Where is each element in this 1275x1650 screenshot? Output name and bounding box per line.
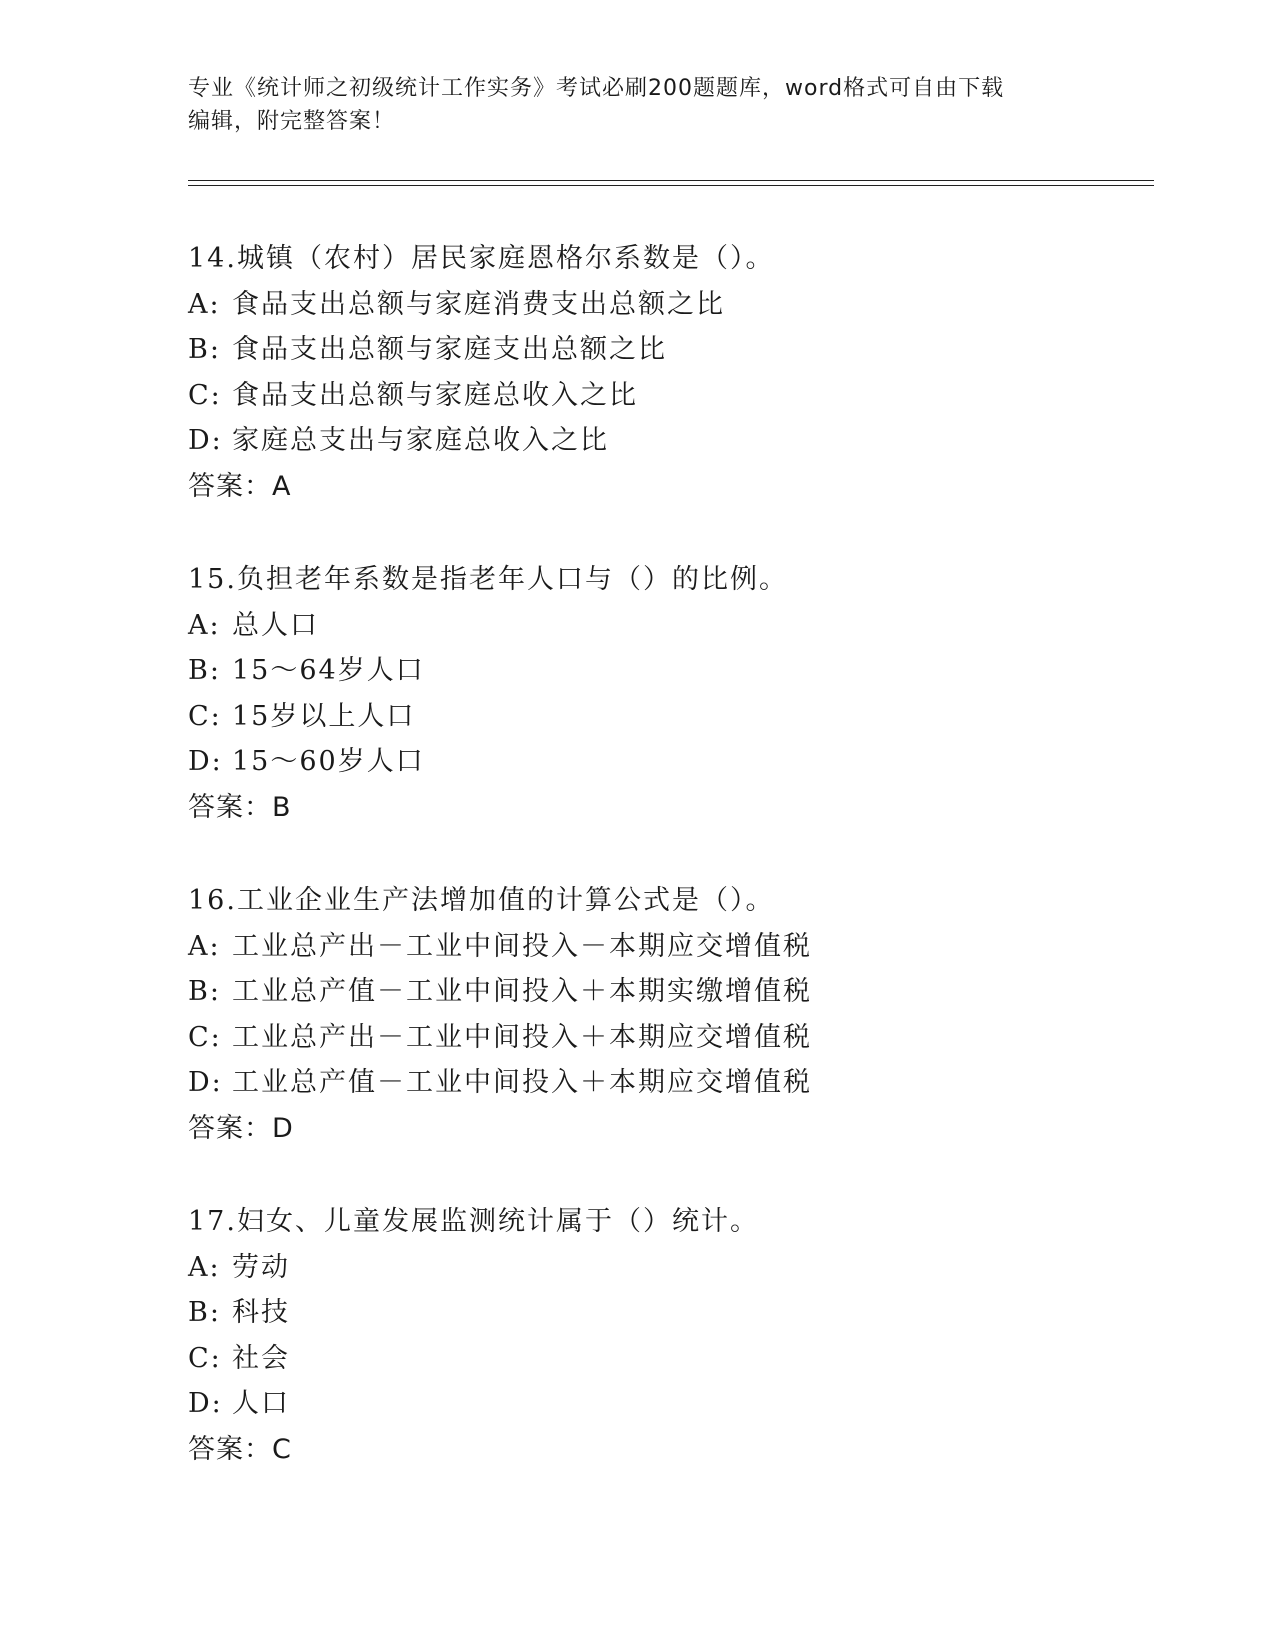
option-b bbox=[188, 1290, 1148, 1336]
option-c bbox=[188, 1015, 1148, 1061]
option-b bbox=[188, 648, 1148, 694]
option-letter: A: bbox=[188, 1251, 221, 1283]
question-list bbox=[188, 236, 1148, 1520]
option-d bbox=[188, 1381, 1148, 1427]
header-divider-top bbox=[188, 180, 1154, 181]
option-letter: C: bbox=[188, 1021, 222, 1053]
option-letter: A: bbox=[188, 930, 221, 962]
question-17 bbox=[188, 1199, 1148, 1520]
option-d bbox=[188, 418, 1148, 464]
option-a bbox=[188, 603, 1148, 649]
question-stem: 16.工业企业生产法增加值的计算公式是（）。 bbox=[188, 885, 775, 916]
option-a bbox=[188, 282, 1148, 328]
option-text: 家庭总支出与家庭总收入之比 bbox=[232, 425, 609, 457]
header-line-1: 专业《统计师之初级统计工作实务》考试必刷200题题库，word格式可自由下载 bbox=[188, 76, 1005, 101]
document-header bbox=[188, 72, 1088, 138]
option-d bbox=[188, 739, 1148, 785]
option-text: 总人口 bbox=[232, 609, 319, 641]
option-text: 社会 bbox=[232, 1342, 290, 1374]
question-stem: 15.负担老年系数是指老年人口与（）的比例。 bbox=[188, 564, 788, 595]
option-c bbox=[188, 373, 1148, 419]
option-letter: A: bbox=[188, 609, 221, 641]
option-b bbox=[188, 969, 1148, 1015]
option-a bbox=[188, 924, 1148, 970]
answer-label: 答案：C bbox=[188, 1433, 292, 1465]
option-letter: D: bbox=[188, 746, 223, 778]
option-text: 15～60岁人口 bbox=[232, 746, 425, 778]
question-16 bbox=[188, 878, 1148, 1199]
header-divider-bottom bbox=[188, 185, 1154, 186]
question-14 bbox=[188, 236, 1148, 557]
option-letter: C: bbox=[188, 379, 222, 411]
option-text: 工业总产出－工业中间投入＋本期应交增值税 bbox=[232, 1021, 812, 1053]
option-letter: D: bbox=[188, 425, 223, 457]
option-letter: D: bbox=[188, 1067, 223, 1099]
header-line-2: 编辑，附完整答案！ bbox=[188, 109, 396, 134]
option-text: 15岁以上人口 bbox=[232, 700, 416, 732]
option-letter: A: bbox=[188, 288, 221, 320]
option-letter: C: bbox=[188, 700, 222, 732]
option-text: 科技 bbox=[232, 1297, 290, 1329]
answer-label: 答案：A bbox=[188, 470, 292, 502]
option-c bbox=[188, 1336, 1148, 1382]
option-letter: B: bbox=[188, 1297, 221, 1329]
option-text: 食品支出总额与家庭支出总额之比 bbox=[232, 334, 667, 366]
option-text: 劳动 bbox=[232, 1251, 290, 1283]
question-stem: 17.妇女、儿童发展监测统计属于（）统计。 bbox=[188, 1206, 759, 1237]
answer-label: 答案：B bbox=[188, 791, 292, 823]
option-letter: C: bbox=[188, 1342, 222, 1374]
option-text: 工业总产值－工业中间投入＋本期应交增值税 bbox=[232, 1067, 812, 1099]
option-c bbox=[188, 694, 1148, 740]
answer-label: 答案：D bbox=[188, 1112, 294, 1144]
option-d bbox=[188, 1060, 1148, 1106]
option-text: 食品支出总额与家庭消费支出总额之比 bbox=[232, 288, 725, 320]
option-letter: B: bbox=[188, 334, 221, 366]
option-letter: D: bbox=[188, 1388, 223, 1420]
option-text: 工业总产出－工业中间投入－本期应交增值税 bbox=[232, 930, 812, 962]
option-a bbox=[188, 1245, 1148, 1291]
option-letter: B: bbox=[188, 655, 221, 687]
option-b bbox=[188, 327, 1148, 373]
question-15 bbox=[188, 557, 1148, 878]
option-text: 人口 bbox=[232, 1388, 290, 1420]
option-text: 食品支出总额与家庭总收入之比 bbox=[232, 379, 638, 411]
question-stem: 14.城镇（农村）居民家庭恩格尔系数是（）。 bbox=[188, 243, 775, 274]
option-letter: B: bbox=[188, 976, 221, 1008]
option-text: 工业总产值－工业中间投入＋本期实缴增值税 bbox=[232, 976, 812, 1008]
option-text: 15～64岁人口 bbox=[232, 655, 425, 687]
